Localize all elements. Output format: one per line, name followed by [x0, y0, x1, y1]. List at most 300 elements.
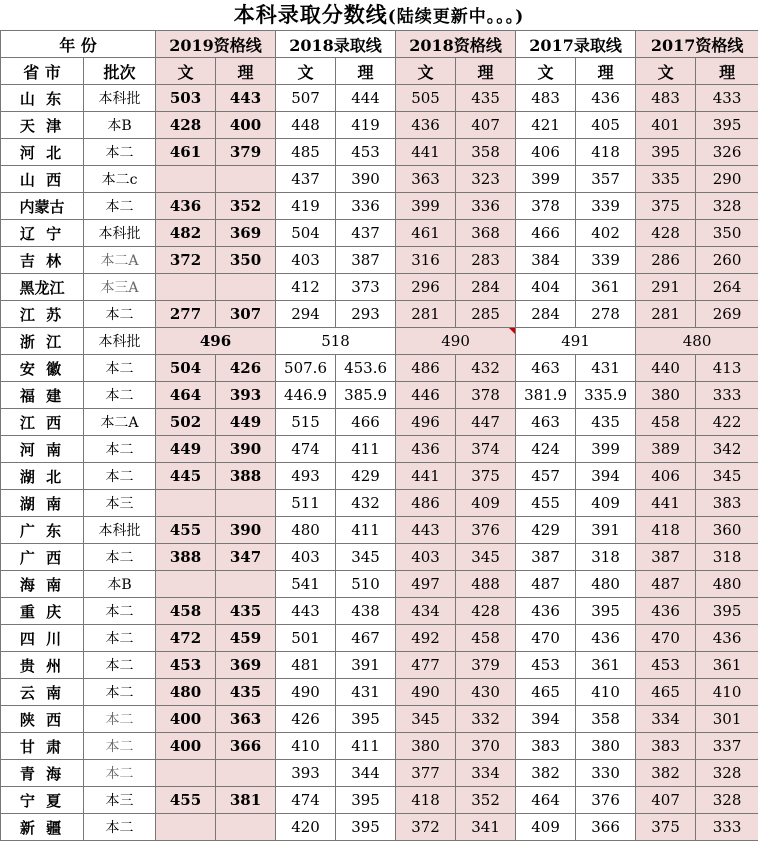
- score-cell: 277: [156, 301, 216, 328]
- score-cell: 409: [576, 490, 636, 517]
- score-cell: 480: [576, 571, 636, 598]
- score-cell: 395: [636, 139, 696, 166]
- score-cell: 372: [396, 814, 456, 841]
- table-row: [1, 328, 758, 355]
- table-row: [1, 652, 758, 679]
- score-cell: 350: [216, 247, 276, 274]
- batch-cell: 本B: [84, 571, 156, 598]
- batch-cell: 本二: [84, 355, 156, 382]
- batch-cell: 本二: [84, 598, 156, 625]
- score-cell: 490: [396, 679, 456, 706]
- score-cell: 361: [576, 652, 636, 679]
- table-row: [1, 490, 758, 517]
- score-cell: 375: [636, 193, 696, 220]
- score-cell: 390: [216, 517, 276, 544]
- score-cell: 334: [636, 706, 696, 733]
- batch-cell: 本三A: [84, 274, 156, 301]
- header-li: 理: [216, 58, 276, 85]
- score-cell: 507.6: [276, 355, 336, 382]
- score-cell: 341: [456, 814, 516, 841]
- batch-cell: 本科批: [84, 220, 156, 247]
- score-cell: 384: [516, 247, 576, 274]
- score-cell: 457: [516, 463, 576, 490]
- score-cell: 395: [696, 112, 758, 139]
- province-cell: 安 徽: [1, 355, 84, 382]
- score-cell-merged: 490: [396, 328, 516, 355]
- score-cell: 407: [456, 112, 516, 139]
- score-cell: 445: [156, 463, 216, 490]
- score-cell: 284: [456, 274, 516, 301]
- score-cell: 428: [456, 598, 516, 625]
- score-cell: 453: [636, 652, 696, 679]
- score-cell: 316: [396, 247, 456, 274]
- header-wen: 文: [276, 58, 336, 85]
- score-cell: 339: [576, 193, 636, 220]
- province-cell: 黑龙江: [1, 274, 84, 301]
- score-cell: [156, 814, 216, 841]
- score-cell: 436: [396, 112, 456, 139]
- province-cell: 广 东: [1, 517, 84, 544]
- score-cell: 380: [396, 733, 456, 760]
- score-cell: 387: [636, 544, 696, 571]
- score-cell: 505: [396, 85, 456, 112]
- score-cell: 387: [336, 247, 396, 274]
- score-cell: 377: [396, 760, 456, 787]
- score-cell: 403: [276, 544, 336, 571]
- batch-cell: 本二: [84, 193, 156, 220]
- header-group-2017-admit: 2017录取线: [516, 31, 636, 58]
- score-cell: 431: [576, 355, 636, 382]
- score-cell: 352: [456, 787, 516, 814]
- score-cell: 455: [156, 517, 216, 544]
- score-cell: 444: [336, 85, 396, 112]
- header-li: 理: [696, 58, 758, 85]
- score-cell: 490: [276, 679, 336, 706]
- province-cell: 内蒙古: [1, 193, 84, 220]
- table-row: [1, 625, 758, 652]
- table-row: [1, 355, 758, 382]
- score-cell: 307: [216, 301, 276, 328]
- batch-cell: 本三: [84, 490, 156, 517]
- table-row: [1, 409, 758, 436]
- score-table: [0, 30, 758, 841]
- score-cell: 496: [396, 409, 456, 436]
- header-year: 年 份: [1, 31, 156, 58]
- score-cell: 474: [276, 787, 336, 814]
- score-cell: 453: [336, 139, 396, 166]
- score-cell: 406: [636, 463, 696, 490]
- batch-cell: 本二: [84, 760, 156, 787]
- score-cell: 395: [336, 706, 396, 733]
- score-cell: 419: [336, 112, 396, 139]
- score-cell: 400: [156, 733, 216, 760]
- province-cell: 青 海: [1, 760, 84, 787]
- score-cell: 463: [516, 409, 576, 436]
- score-cell: 403: [396, 544, 456, 571]
- score-cell: 382: [516, 760, 576, 787]
- score-cell: 492: [396, 625, 456, 652]
- province-cell: 宁 夏: [1, 787, 84, 814]
- score-cell: 466: [336, 409, 396, 436]
- score-cell-merged: 496: [156, 328, 276, 355]
- score-cell: 390: [336, 166, 396, 193]
- score-cell: 399: [396, 193, 456, 220]
- province-cell: 山 西: [1, 166, 84, 193]
- score-cell: 472: [156, 625, 216, 652]
- score-cell: 507: [276, 85, 336, 112]
- header-li: 理: [336, 58, 396, 85]
- score-cell: 435: [576, 409, 636, 436]
- header-li: 理: [576, 58, 636, 85]
- score-cell: 480: [276, 517, 336, 544]
- score-cell: 429: [336, 463, 396, 490]
- score-cell: 403: [276, 247, 336, 274]
- score-cell: 373: [336, 274, 396, 301]
- score-cell: 446.9: [276, 382, 336, 409]
- table-row: [1, 112, 758, 139]
- score-cell: 406: [516, 139, 576, 166]
- table-row: [1, 598, 758, 625]
- score-cell: 482: [156, 220, 216, 247]
- province-cell: 海 南: [1, 571, 84, 598]
- score-cell: 404: [516, 274, 576, 301]
- score-cell: [156, 490, 216, 517]
- score-cell: 345: [696, 463, 758, 490]
- header-li: 理: [456, 58, 516, 85]
- score-cell: 497: [396, 571, 456, 598]
- score-cell: 418: [396, 787, 456, 814]
- score-cell: 449: [216, 409, 276, 436]
- score-cell: [216, 571, 276, 598]
- score-cell: 379: [456, 652, 516, 679]
- score-cell: 480: [696, 571, 758, 598]
- score-cell: 474: [276, 436, 336, 463]
- score-cell: 481: [276, 652, 336, 679]
- score-cell: 323: [456, 166, 516, 193]
- score-cell: 412: [276, 274, 336, 301]
- table-row: [1, 787, 758, 814]
- score-cell: 419: [276, 193, 336, 220]
- score-cell: 504: [276, 220, 336, 247]
- score-cell: 409: [516, 814, 576, 841]
- score-cell: 429: [516, 517, 576, 544]
- score-cell: 453: [516, 652, 576, 679]
- score-cell: 421: [516, 112, 576, 139]
- table-row: [1, 166, 758, 193]
- score-cell: 443: [276, 598, 336, 625]
- score-cell: 486: [396, 490, 456, 517]
- score-cell: 483: [636, 85, 696, 112]
- province-cell: 甘 肃: [1, 733, 84, 760]
- score-cell: 400: [156, 706, 216, 733]
- score-cell: 458: [156, 598, 216, 625]
- score-cell: 504: [156, 355, 216, 382]
- score-cell: 436: [396, 436, 456, 463]
- batch-cell: 本二: [84, 625, 156, 652]
- score-cell: 458: [636, 409, 696, 436]
- score-cell: 487: [636, 571, 696, 598]
- score-cell: 336: [456, 193, 516, 220]
- score-cell: 326: [696, 139, 758, 166]
- score-cell: 383: [696, 490, 758, 517]
- score-cell: 285: [456, 301, 516, 328]
- header-row-subjects: [1, 58, 758, 85]
- score-cell: 477: [396, 652, 456, 679]
- province-cell: 浙 江: [1, 328, 84, 355]
- score-cell: [216, 490, 276, 517]
- batch-cell: 本二: [84, 706, 156, 733]
- score-cell: 391: [336, 652, 396, 679]
- score-cell: 337: [696, 733, 758, 760]
- score-cell: 510: [336, 571, 396, 598]
- score-cell: 350: [696, 220, 758, 247]
- batch-cell: 本二: [84, 436, 156, 463]
- score-cell: 360: [696, 517, 758, 544]
- score-cell: 440: [636, 355, 696, 382]
- score-cell: 410: [576, 679, 636, 706]
- score-cell: 436: [576, 625, 636, 652]
- score-cell: 441: [396, 139, 456, 166]
- score-cell: 358: [576, 706, 636, 733]
- score-cell: 286: [636, 247, 696, 274]
- score-cell: 390: [216, 436, 276, 463]
- batch-cell: 本B: [84, 112, 156, 139]
- score-cell: 345: [396, 706, 456, 733]
- score-cell: 515: [276, 409, 336, 436]
- score-cell: 436: [696, 625, 758, 652]
- score-cell: [156, 571, 216, 598]
- table-row: [1, 463, 758, 490]
- batch-cell: 本二A: [84, 247, 156, 274]
- score-cell: 418: [636, 517, 696, 544]
- score-cell-merged: 480: [636, 328, 758, 355]
- score-cell: 493: [276, 463, 336, 490]
- score-cell: 281: [396, 301, 456, 328]
- score-cell: 428: [156, 112, 216, 139]
- score-cell: 374: [456, 436, 516, 463]
- batch-cell: 本二: [84, 544, 156, 571]
- score-cell: 335: [636, 166, 696, 193]
- score-cell: 328: [696, 787, 758, 814]
- table-row: [1, 382, 758, 409]
- score-cell: 446: [396, 382, 456, 409]
- score-cell: 394: [576, 463, 636, 490]
- table-row: [1, 274, 758, 301]
- score-cell: 284: [516, 301, 576, 328]
- score-cell: 381.9: [516, 382, 576, 409]
- score-cell: 399: [516, 166, 576, 193]
- score-cell: 436: [516, 598, 576, 625]
- score-cell: 342: [696, 436, 758, 463]
- score-cell: 464: [156, 382, 216, 409]
- batch-cell: 本二c: [84, 166, 156, 193]
- score-cell: 387: [516, 544, 576, 571]
- score-cell: 411: [336, 733, 396, 760]
- batch-cell: 本科批: [84, 85, 156, 112]
- score-cell: 503: [156, 85, 216, 112]
- score-cell: 372: [156, 247, 216, 274]
- score-cell: 432: [456, 355, 516, 382]
- score-cell: 395: [336, 787, 396, 814]
- score-cell: 418: [576, 139, 636, 166]
- score-cell: 395: [576, 598, 636, 625]
- score-cell: 401: [636, 112, 696, 139]
- province-cell: 四 川: [1, 625, 84, 652]
- score-cell: 393: [216, 382, 276, 409]
- table-row: [1, 436, 758, 463]
- score-cell: [216, 760, 276, 787]
- province-cell: 天 津: [1, 112, 84, 139]
- score-cell: 366: [576, 814, 636, 841]
- score-cell: 409: [456, 490, 516, 517]
- table-row: [1, 733, 758, 760]
- score-cell: 443: [396, 517, 456, 544]
- score-cell: 433: [696, 85, 758, 112]
- score-cell: 470: [516, 625, 576, 652]
- score-cell: 470: [636, 625, 696, 652]
- score-cell: 424: [516, 436, 576, 463]
- score-cell: 388: [156, 544, 216, 571]
- title-main: 本科录取分数线: [234, 2, 388, 27]
- batch-cell: 本二A: [84, 409, 156, 436]
- score-cell: 461: [396, 220, 456, 247]
- score-cell: 428: [636, 220, 696, 247]
- score-cell: 380: [636, 382, 696, 409]
- score-cell: 335.9: [576, 382, 636, 409]
- province-cell: 新 疆: [1, 814, 84, 841]
- batch-cell: 本科批: [84, 328, 156, 355]
- header-group-2019-qual: 2019资格线: [156, 31, 276, 58]
- score-cell: 358: [456, 139, 516, 166]
- province-cell: 湖 北: [1, 463, 84, 490]
- score-cell: 345: [336, 544, 396, 571]
- score-cell: 447: [456, 409, 516, 436]
- score-cell: 368: [456, 220, 516, 247]
- province-cell: 辽 宁: [1, 220, 84, 247]
- score-cell: 376: [576, 787, 636, 814]
- score-cell: 381: [216, 787, 276, 814]
- table-row: [1, 544, 758, 571]
- table-row: [1, 706, 758, 733]
- score-cell: 389: [636, 436, 696, 463]
- score-cell: 291: [636, 274, 696, 301]
- province-cell: 广 西: [1, 544, 84, 571]
- batch-cell: 本二: [84, 382, 156, 409]
- score-cell: 376: [456, 517, 516, 544]
- score-cell: 399: [576, 436, 636, 463]
- score-cell: 438: [336, 598, 396, 625]
- batch-cell: 本三: [84, 787, 156, 814]
- score-cell: 369: [216, 220, 276, 247]
- score-cell: 435: [216, 598, 276, 625]
- score-cell: 336: [336, 193, 396, 220]
- score-cell: 426: [276, 706, 336, 733]
- score-cell: 449: [156, 436, 216, 463]
- score-cell: [216, 166, 276, 193]
- score-cell: 361: [696, 652, 758, 679]
- score-cell: 441: [396, 463, 456, 490]
- score-cell: 301: [696, 706, 758, 733]
- province-cell: 贵 州: [1, 652, 84, 679]
- score-cell: 394: [516, 706, 576, 733]
- province-cell: 云 南: [1, 679, 84, 706]
- batch-cell: 本科批: [84, 517, 156, 544]
- score-cell: 395: [696, 598, 758, 625]
- province-cell: 陕 西: [1, 706, 84, 733]
- score-cell: 541: [276, 571, 336, 598]
- score-cell: 333: [696, 814, 758, 841]
- score-cell: 501: [276, 625, 336, 652]
- score-cell: 405: [576, 112, 636, 139]
- header-wen: 文: [636, 58, 696, 85]
- province-cell: 河 南: [1, 436, 84, 463]
- score-cell: 402: [576, 220, 636, 247]
- header-group-2018-admit: 2018录取线: [276, 31, 396, 58]
- score-cell: 378: [516, 193, 576, 220]
- score-cell: 502: [156, 409, 216, 436]
- score-cell: 458: [456, 625, 516, 652]
- score-cell: 400: [216, 112, 276, 139]
- score-cell: 334: [456, 760, 516, 787]
- score-cell: 357: [576, 166, 636, 193]
- table-row: [1, 814, 758, 841]
- score-cell: 296: [396, 274, 456, 301]
- score-cell: 330: [576, 760, 636, 787]
- score-cell: 380: [576, 733, 636, 760]
- table-row: [1, 679, 758, 706]
- score-cell: 465: [516, 679, 576, 706]
- score-cell: 464: [516, 787, 576, 814]
- header-row-years: [1, 31, 758, 58]
- score-cell: 461: [156, 139, 216, 166]
- table-row: [1, 517, 758, 544]
- header-batch: 批次: [84, 58, 156, 85]
- score-cell: 328: [696, 193, 758, 220]
- score-cell: 410: [276, 733, 336, 760]
- table-row: [1, 85, 758, 112]
- score-cell: 486: [396, 355, 456, 382]
- province-cell: 江 苏: [1, 301, 84, 328]
- score-cell: 318: [576, 544, 636, 571]
- score-cell: 466: [516, 220, 576, 247]
- score-cell: 318: [696, 544, 758, 571]
- province-cell: 福 建: [1, 382, 84, 409]
- table-row: [1, 193, 758, 220]
- province-cell: 山 东: [1, 85, 84, 112]
- score-cell: 436: [576, 85, 636, 112]
- table-body: [1, 85, 758, 841]
- score-cell: 332: [456, 706, 516, 733]
- score-cell: 347: [216, 544, 276, 571]
- score-cell: 269: [696, 301, 758, 328]
- score-cell: 453: [156, 652, 216, 679]
- score-cell: 488: [456, 571, 516, 598]
- batch-cell: 本二: [84, 652, 156, 679]
- score-cell: 435: [456, 85, 516, 112]
- score-cell: 411: [336, 517, 396, 544]
- score-cell: 352: [216, 193, 276, 220]
- score-cell: [156, 274, 216, 301]
- score-cell: 388: [216, 463, 276, 490]
- score-cell: 366: [216, 733, 276, 760]
- score-cell: 437: [336, 220, 396, 247]
- score-cell: 375: [636, 814, 696, 841]
- score-cell: [156, 760, 216, 787]
- score-cell: 339: [576, 247, 636, 274]
- header-wen: 文: [156, 58, 216, 85]
- score-cell: [216, 814, 276, 841]
- score-cell: 264: [696, 274, 758, 301]
